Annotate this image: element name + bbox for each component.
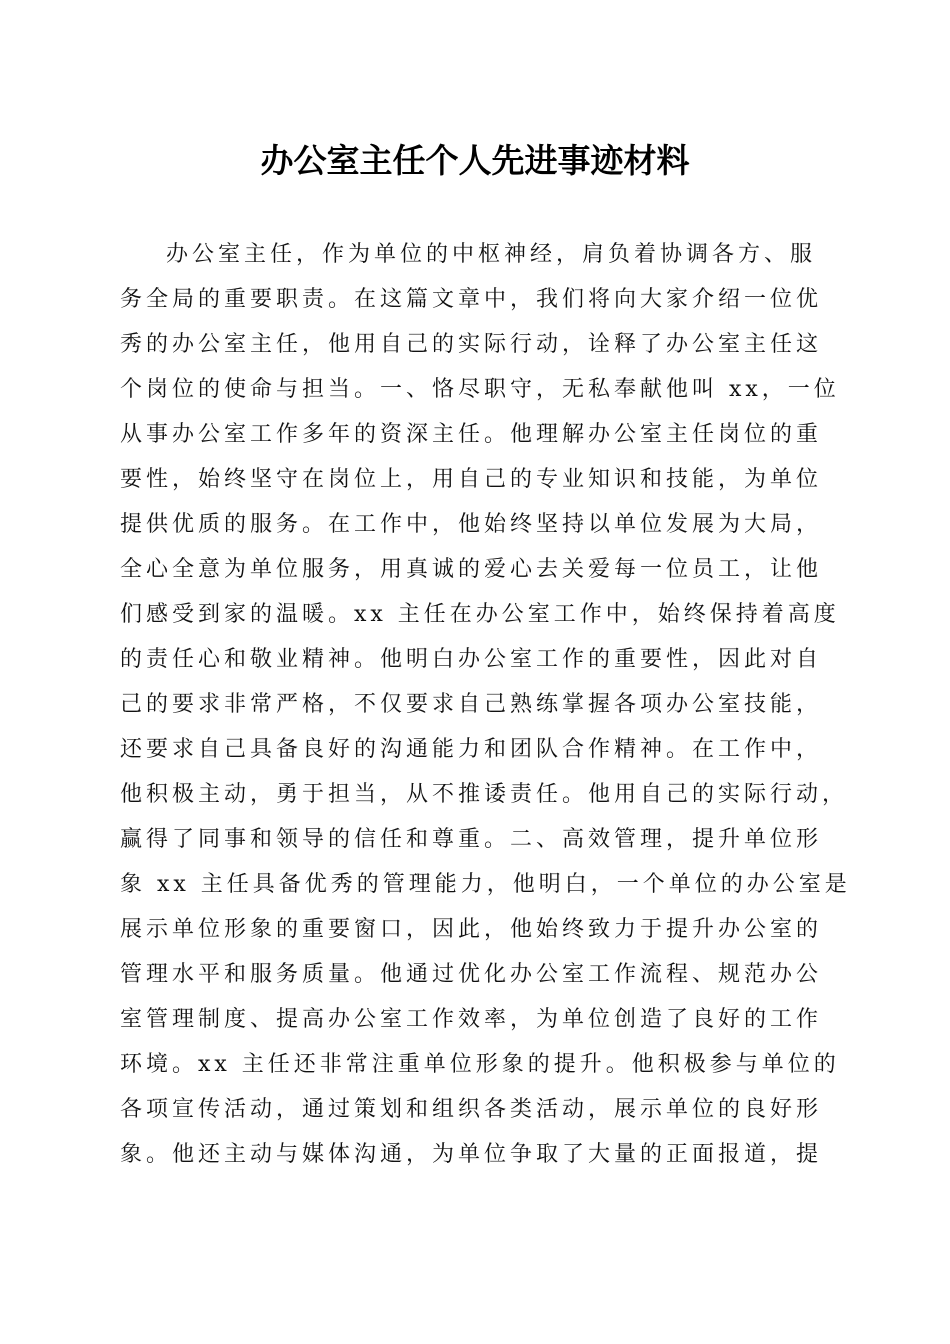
body-line: 个岗位的使命与担当。一、恪尽职守，无私奉献他叫 xx，一位 bbox=[120, 377, 840, 402]
body-line: 全心全意为单位服务，用真诚的爱心去关爱每一位员工，让他 bbox=[120, 557, 823, 582]
document-body bbox=[120, 232, 851, 1177]
document-title: 办公室主任个人先进事迹材料 bbox=[260, 141, 690, 180]
body-line: 们感受到家的温暖。xx 主任在办公室工作中，始终保持着高度 bbox=[120, 602, 840, 627]
body-line: 象 xx 主任具备优秀的管理能力，他明白，一个单位的办公室是 bbox=[120, 872, 851, 897]
body-line: 从事办公室工作多年的资深主任。他理解办公室主任岗位的重 bbox=[120, 422, 823, 447]
body-line: 环境。xx 主任还非常注重单位形象的提升。他积极参与单位的 bbox=[120, 1052, 840, 1077]
body-line: 象。他还主动与媒体沟通，为单位争取了大量的正面报道，提 bbox=[120, 1142, 823, 1167]
body-line: 的责任心和敬业精神。他明白办公室工作的重要性，因此对自 bbox=[120, 647, 823, 672]
body-line: 他积极主动，勇于担当，从不推诿责任。他用自己的实际行动， bbox=[120, 782, 849, 807]
body-line: 展示单位形象的重要窗口，因此，他始终致力于提升办公室的 bbox=[120, 917, 823, 942]
body-line: 室管理制度、提高办公室工作效率，为单位创造了良好的工作 bbox=[120, 1007, 823, 1032]
body-line: 管理水平和服务质量。他通过优化办公室工作流程、规范办公 bbox=[120, 962, 823, 987]
body-line: 还要求自己具备良好的沟通能力和团队合作精神。在工作中， bbox=[120, 737, 823, 762]
body-line: 己的要求非常严格，不仅要求自己熟练掌握各项办公室技能， bbox=[120, 692, 823, 717]
body-line: 秀的办公室主任，他用自己的实际行动，诠释了办公室主任这 bbox=[120, 332, 823, 357]
body-line: 务全局的重要职责。在这篇文章中，我们将向大家介绍一位优 bbox=[120, 287, 823, 312]
body-line: 办公室主任，作为单位的中枢神经，肩负着协调各方、服 bbox=[166, 242, 817, 267]
body-line: 各项宣传活动，通过策划和组织各类活动，展示单位的良好形 bbox=[120, 1097, 823, 1122]
body-line: 赢得了同事和领导的信任和尊重。二、高效管理，提升单位形 bbox=[120, 827, 823, 852]
body-line: 提供优质的服务。在工作中，他始终坚持以单位发展为大局， bbox=[120, 512, 823, 537]
body-line: 要性，始终坚守在岗位上，用自己的专业知识和技能，为单位 bbox=[120, 467, 823, 492]
